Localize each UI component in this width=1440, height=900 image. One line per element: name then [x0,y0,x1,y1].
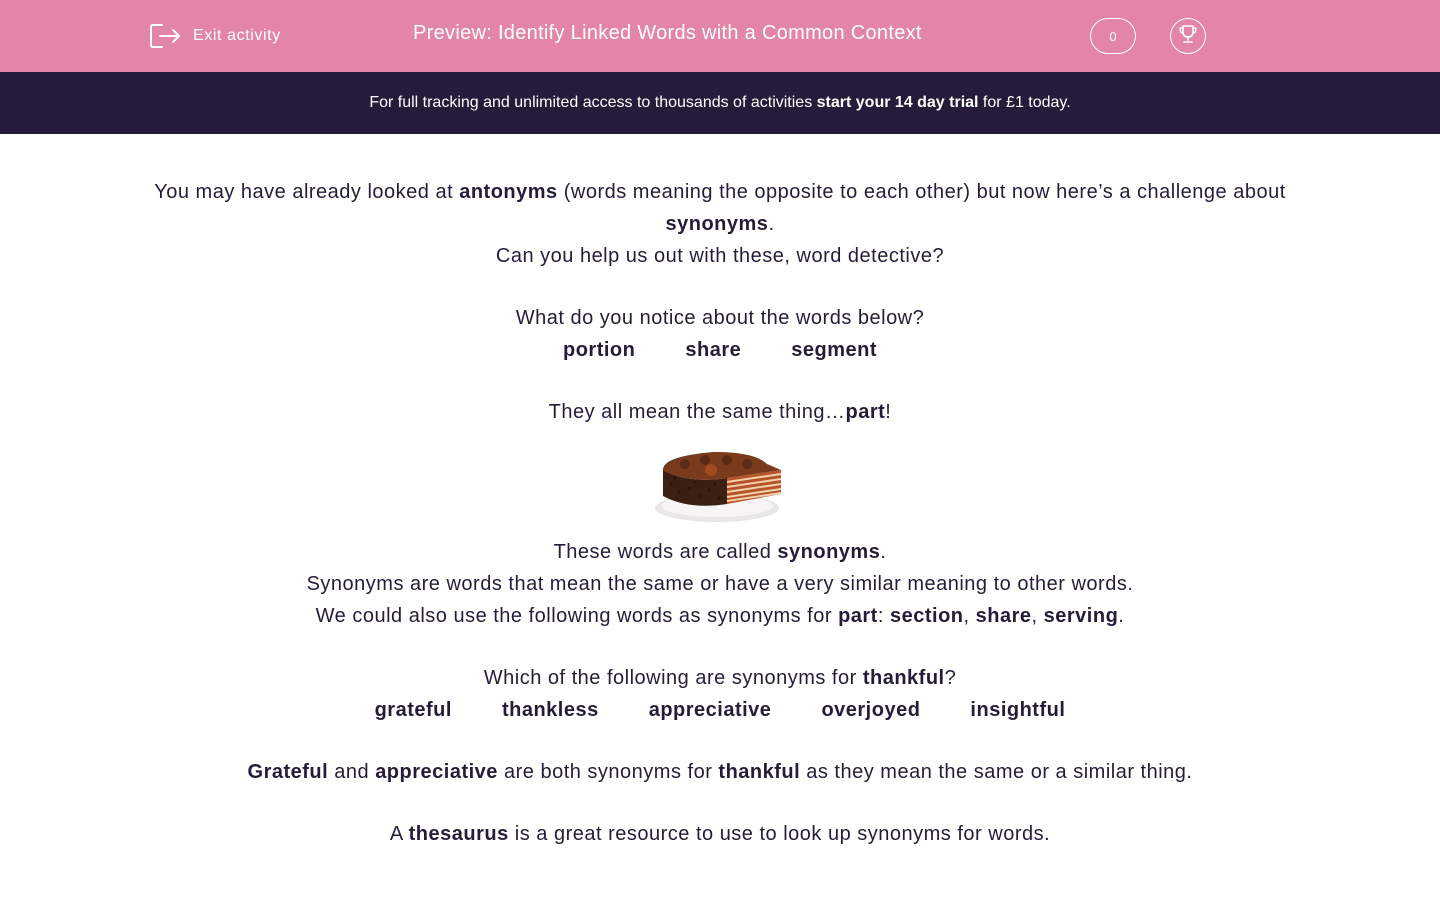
separator: , [1031,605,1044,627]
word-item: segment [791,339,877,361]
exit-activity-label: Exit activity [193,27,281,44]
question-text: ? [944,667,957,689]
synonyms-word: synonyms [777,541,881,563]
question1-answer [140,396,1300,428]
answer-text: as they mean the same or a similar thing. [800,761,1193,783]
synonym-word: serving [1043,605,1119,627]
definition-line3 [140,600,1300,632]
word-item: thankless [501,699,599,721]
synonyms-word: synonyms [665,213,769,235]
word-item: appreciative [648,699,772,721]
definition-text: . [1118,605,1125,627]
banner-text-pre: For full tracking and unlimited access to thousands of activities [369,94,817,111]
top-bar [0,0,1440,72]
thesaurus-paragraph [140,818,1300,850]
grateful-word: Grateful [247,761,329,783]
question2-word-list [140,694,1300,726]
appreciative-word: appreciative [375,761,498,783]
definition-line2: Synonyms are words that mean the same or have a very similar meaning to other words. [306,573,1134,595]
question-text: Which of the following are synonyms for [483,667,863,689]
answer-text: and [328,761,376,783]
question2-prompt [140,662,1300,694]
word-item: share [685,339,742,361]
answer-text: are both synonyms for [497,761,719,783]
intro-text: You may have already looked at [154,181,460,203]
synonym-word: section [889,605,964,627]
thankful-word: thankful [718,761,801,783]
exit-activity-button[interactable] [148,20,281,52]
definition-text: We could also use the following words as synonyms for [315,605,839,627]
intro-text: (words meaning the opposite to each other) but now here’s a challenge about [557,181,1286,203]
word-item: portion [563,339,636,361]
part-word: part [845,401,886,423]
lesson-content [140,176,1300,850]
trial-banner [0,72,1440,134]
thankful-word: thankful [862,667,945,689]
answer-text: They all mean the same thing… [548,401,846,423]
intro-paragraph [140,176,1300,240]
intro-question: Can you help us out with these, word detective? [495,245,945,267]
question1-prompt: What do you notice about the words below? [515,307,925,329]
word-item: overjoyed [821,699,921,721]
page-title: Preview: Identify Linked Words with a Common Context [413,22,922,44]
answer-text: ! [885,401,892,423]
word-item: grateful [374,699,452,721]
trophy-icon [1177,23,1199,50]
question1-word-list [140,334,1300,366]
thesaurus-text: A [389,823,409,845]
synonym-word: share [975,605,1032,627]
definition-text: : [877,605,890,627]
thesaurus-text: is a great resource to use to look up synonyms for words. [508,823,1051,845]
definition-text: . [880,541,887,563]
antonyms-word: antonyms [459,181,558,203]
part-word: part [838,605,878,627]
score-badge: 0 [1090,18,1136,54]
definition-line1 [140,536,1300,568]
start-trial-link[interactable]: start your 14 day trial [816,94,979,111]
thesaurus-word: thesaurus [408,823,509,845]
cake-image [140,430,1300,530]
intro-text: . [768,213,775,235]
definition-text: These words are called [553,541,778,563]
word-item: insightful [970,699,1066,721]
exit-icon [148,22,182,50]
banner-text-post: for £1 today. [978,94,1071,111]
question2-answer [140,756,1300,788]
trophy-button[interactable] [1170,18,1206,54]
separator: , [963,605,976,627]
